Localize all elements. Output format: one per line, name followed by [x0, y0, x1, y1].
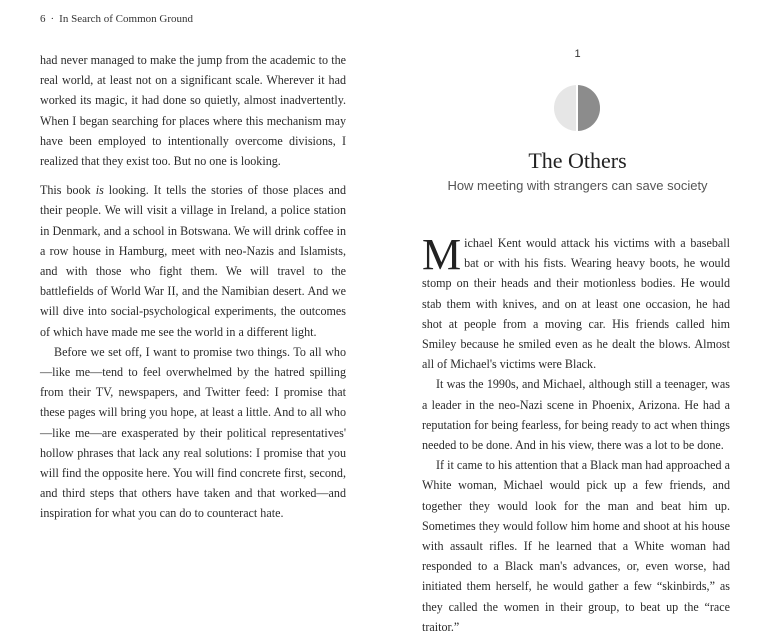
paragraph-body: It tells the stories of those places and their people. We will visit a village in Ireland, a police station in Denmark, and a school in Botswana. We will drink coffee in a row house in Hamburg, meet with neo-Nazis and Islamists, and with those who fight them. We will travel to the battlefields of World War II, and the Namibian desert. And we will dive into social-psychological experiments, the outcomes of which have made me see the world in a different light. — [40, 183, 346, 339]
left-page — [0, 0, 385, 600]
running-head-separator: · — [50, 13, 55, 25]
chapter-subtitle: How meeting with strangers can save society — [447, 178, 708, 193]
paragraph: It was the 1990s, and Michael, although still a teenager, was a leader in the neo-Nazi scene in Phoenix, Arizona. He had a reputation for being fearless, for being ready to act when things needed to be done. And in his view, there was a lot to be done. — [422, 377, 730, 453]
paragraph: Before we set off, I want to promise two things. To all who—like me—tend to feel overwhelmed by the hatred spilling from their TV, newspapers, and Twitter feed: I promise that these pages will bring you hope, at least a little. And to all who—like me—are exasperated by their political representatives' hollow phrases that lack any real solutions: I promise that you will find the opposite here. You will find concrete first, second, and third steps that others have taken and that worked—and inspiration for what you can do to counteract hate. — [40, 344, 346, 521]
paragraph: had never managed to make the jump from the academic to the real world, at least not on a significant scale. Wherever it had worked its magic, it had done so quietly, almost inadvertently. When I began searching for places where this mechanism may have been employed to intentionally overcome divisions, I realized that they exist too. But no one is looking. — [40, 53, 346, 169]
half-moon-icon — [552, 83, 602, 133]
paragraph-lead: This book — [40, 183, 91, 198]
chapter-number: 1 — [574, 48, 581, 60]
paragraph — [40, 180, 346, 342]
drop-cap: M — [422, 230, 462, 279]
paragraph-lead-tail: looking. — [103, 183, 149, 198]
page-number: 6 — [40, 13, 46, 25]
running-head-title: In Search of Common Ground — [59, 13, 193, 25]
paragraph: If it came to his attention that a Black man had approached a White woman, Michael would pick up a few friends, and together they would look for the man and beat him up. Sometimes they would follow him home and shoot at his house with assault rifles. If he learned that a White woman had responded to a Black man's advances, or, even worse, had initiated them herself, he would gather a few “skinbirds,” as they called the women in their group, to beat up the “race traitor.” — [422, 458, 730, 634]
right-body-text — [422, 230, 730, 637]
chapter-title: The Others — [528, 148, 627, 173]
right-page — [385, 0, 770, 634]
emphasis: is — [95, 183, 104, 198]
paragraph — [422, 230, 730, 374]
running-head — [40, 13, 193, 25]
left-body-text — [40, 50, 346, 524]
paragraph-body: ichael Kent would attack his victims with a baseball bat or with his fists. Wearing heavy boots, he would stomp on their heads and their motionless bodies. He would stab them with knives, and on at least one occasion, he had shot at people from a moving car. His friends called him Smiley because he smiled even as he dealt the blows. Almost all of Michael's victims were Black. — [422, 236, 730, 372]
